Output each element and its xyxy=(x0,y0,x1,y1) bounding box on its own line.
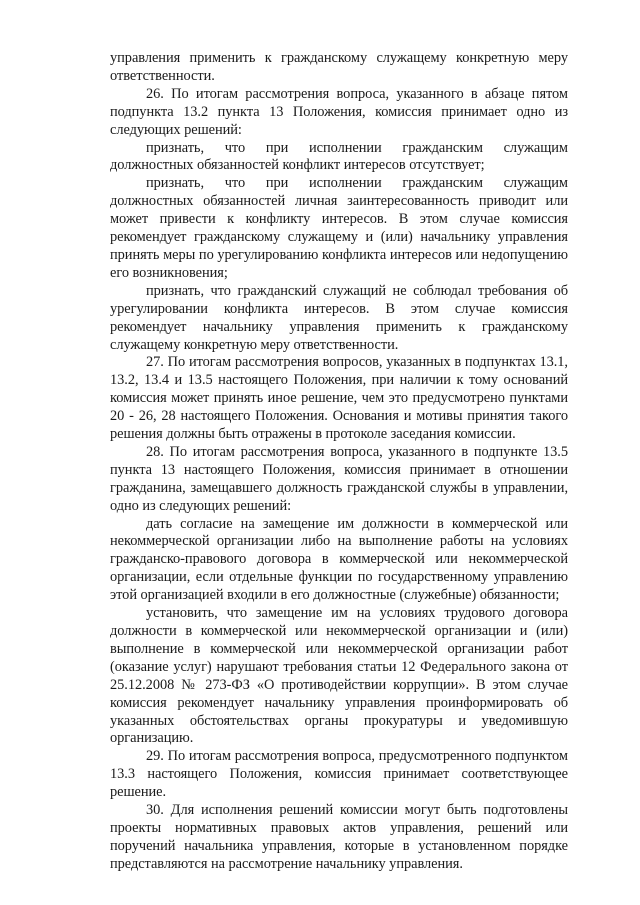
paragraph-item-27: 27. По итогам рассмотрения вопросов, указанных в подпунктах 13.1, 13.2, 13.4 и 13.5 настоящего Положения, при наличии к тому оснований комиссия может принять иное решение, чем это предусмотрено пунктами 20 - 26, 28 настоящего Положения. Основания и мотивы принятия такого решения должны быть отражены в протоколе заседания комиссии. xyxy=(110,354,568,443)
paragraph-decision-consent: дать согласие на замещение им должности в коммерческой или некоммерческой организации либо на выполнение работы на условиях гражданско-правового договора в коммерческой или некоммерческой организации, если отдельные функции по государственному управлению этой организацией входили в его должностные (служебные) обязанности; xyxy=(110,515,568,604)
paragraph-continuation: управления применить к гражданскому служащему конкретную меру ответственности. xyxy=(110,50,568,84)
paragraph-decision-violation: установить, что замещение им на условиях трудового договора должности в коммерческой или некоммерческой организации и (или) выполнение в коммерческой или некоммерческой организации работ (оказание услуг) нарушают требования статьи 12 Федерального закона от 25.12.2008 № 273-ФЗ «О противодействии коррупции». В этом случае комиссия рекомендует начальнику управления проинформировать об указанных обстоятельствах органы прокуратуры и уведомившую организацию. xyxy=(110,605,568,747)
paragraph-decision-conflict: признать, что при исполнении гражданским служащим должностных обязанностей личная заинтересованность приводит или может привести к конфликту интересов. В этом случае комиссия рекомендует гражданскому служащему и (или) начальнику управления принять меры по урегулированию конфликта интересов или недопущению его возникновения; xyxy=(110,175,568,281)
document-body xyxy=(110,50,568,874)
paragraph-item-30: 30. Для исполнения решений комиссии могут быть подготовлены проекты нормативных правовых актов управления, решений или поручений начальника управления, которые в установленном порядке представляются на рассмотрение начальнику управления. xyxy=(110,802,568,872)
paragraph-item-29: 29. По итогам рассмотрения вопроса, предусмотренного подпунктом 13.3 настоящего Положения, комиссия принимает соответствующее решение. xyxy=(110,748,568,801)
paragraph-item-28: 28. По итогам рассмотрения вопроса, указанного в подпункте 13.5 пункта 13 настоящего Положения, комиссия принимает в отношении гражданина, замещавшего должность гражданской службы в управлении, одно из следующих решений: xyxy=(110,443,568,514)
paragraph-decision-no-conflict: признать, что при исполнении гражданским служащим должностных обязанностей конфликт интересов отсутствует; xyxy=(110,139,568,174)
paragraph-item-26: 26. По итогам рассмотрения вопроса, указанного в абзаце пятом подпункта 13.2 пункта 13 Положения, комиссия принимает одно из следующих решений: xyxy=(110,85,568,138)
paragraph-decision-non-compliance: признать, что гражданский служащий не соблюдал требования об урегулировании конфликта интересов. В этом случае комиссия рекомендует начальнику управления применить к гражданскому служащему конкретную меру ответственности. xyxy=(110,282,568,353)
